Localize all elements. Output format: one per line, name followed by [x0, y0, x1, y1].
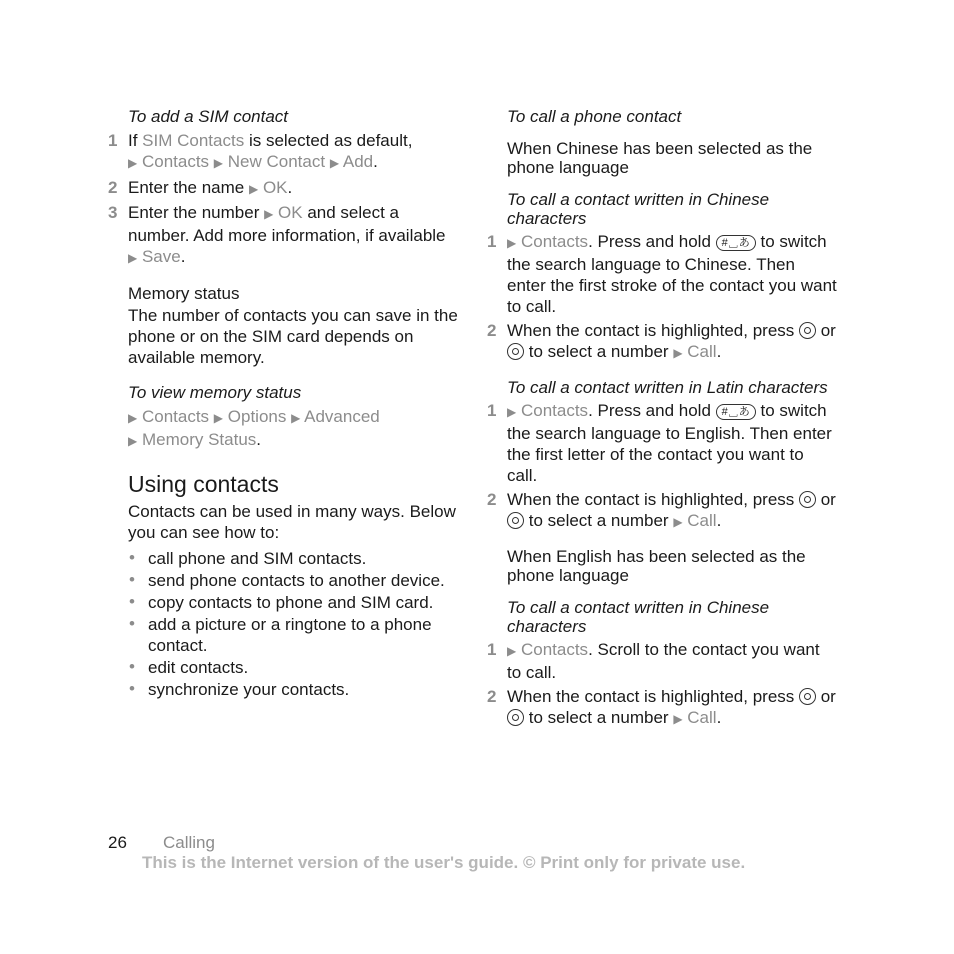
period: . [256, 430, 262, 449]
arrow-icon: ▶ [507, 644, 517, 658]
bullet-icon: • [129, 548, 135, 567]
period: . [180, 247, 186, 266]
step-text: to select a number [524, 708, 674, 727]
bullet-icon: • [129, 657, 135, 676]
english-chinese-chars-heading: To call a contact written in Chinese characters [507, 598, 770, 636]
add-sim-step-3 [108, 202, 458, 269]
step-text: . Scroll to the contact you want to call. [507, 640, 820, 682]
english-language-heading: When English has been selected as the phone language [507, 547, 806, 585]
latin-step-1 [487, 400, 837, 486]
step-number: 2 [487, 321, 497, 340]
step-number: 2 [487, 687, 497, 706]
step-number: 1 [487, 401, 497, 420]
step-text: is selected as default, [244, 131, 413, 150]
step-text: or [816, 490, 836, 509]
arrow-icon: ▶ [128, 251, 138, 265]
step-text: to select a number [524, 511, 674, 530]
nav-left-key-icon [799, 322, 816, 339]
menu-item-ok: OK [278, 203, 303, 222]
arrow-icon: ▶ [128, 156, 138, 170]
menu-item-contacts: Contacts [520, 401, 589, 420]
list-item-text: send phone contacts to another device. [148, 571, 445, 590]
nav-right-key-icon [507, 343, 524, 360]
chinese-language-heading: When Chinese has been selected as the phone language [507, 139, 813, 177]
menu-item-new-contact: New Contact [227, 152, 326, 171]
step-text: to switch the search language to English. Then enter the first letter of the contact you want to call. [507, 401, 832, 485]
step-number: 1 [487, 640, 497, 659]
chinese-step-1 [487, 231, 837, 317]
list-item [128, 548, 458, 569]
bullet-icon: • [129, 570, 135, 589]
hash-key-icon: #␣あ [716, 235, 756, 251]
bullet-icon: • [129, 592, 135, 611]
arrow-icon: ▶ [248, 182, 259, 196]
left-column [108, 104, 458, 700]
step-text: to switch the search language to Chinese. Then enter the first stroke of the contact you want to call. [507, 232, 837, 316]
step-text: If [128, 131, 143, 150]
list-item [128, 657, 458, 678]
right-column [487, 104, 837, 730]
menu-item-sim-contacts: SIM Contacts [142, 131, 245, 150]
latin-chars-heading: To call a contact written in Latin characters [507, 378, 828, 397]
page-number: 26 [108, 833, 127, 852]
step-text: When the contact is highlighted, press [507, 687, 799, 706]
step-text: . Press and hold [588, 232, 716, 251]
memory-status-heading: Memory status [128, 284, 240, 303]
bullet-icon: • [129, 679, 135, 698]
using-contacts-intro: Contacts can be used in many ways. Below you can see how to: [128, 502, 456, 542]
view-memory-heading: To view memory status [128, 383, 302, 402]
list-item [128, 614, 458, 656]
chinese-chars-heading: To call a contact written in Chinese characters [507, 190, 770, 228]
list-item [128, 570, 458, 591]
step-number: 3 [108, 203, 118, 222]
add-sim-step-2 [108, 177, 458, 200]
step-text: or [816, 687, 836, 706]
step-text: to select a number [524, 342, 674, 361]
period: . [287, 178, 293, 197]
latin-step-2 [487, 489, 837, 533]
using-contacts-list [128, 548, 458, 700]
step-text: or [816, 321, 836, 340]
footer-note: This is the Internet version of the user's guide. © Print only for private use. [142, 853, 746, 872]
arrow-icon: ▶ [673, 346, 683, 360]
step-text: Enter the name [128, 178, 249, 197]
menu-item-add: Add [342, 152, 374, 171]
step-number: 1 [108, 131, 118, 150]
step-text: When the contact is highlighted, press [507, 490, 799, 509]
hash-key-icon: #␣あ [716, 404, 756, 420]
period: . [373, 152, 378, 171]
menu-item-memory-status: Memory Status [141, 430, 257, 449]
arrow-icon: ▶ [264, 207, 274, 221]
using-contacts-heading: Using contacts [128, 471, 279, 497]
list-item-text: call phone and SIM contacts. [148, 549, 367, 568]
period: . [716, 708, 722, 727]
arrow-icon: ▶ [673, 515, 683, 529]
step-text: Enter the number [128, 203, 265, 222]
arrow-icon: ▶ [673, 712, 683, 726]
nav-right-key-icon [507, 709, 524, 726]
list-item-text: add a picture or a ringtone to a phone contact. [148, 615, 432, 655]
menu-item-options: Options [227, 407, 287, 426]
arrow-icon: ▶ [507, 236, 517, 250]
add-sim-heading: To add a SIM contact [128, 107, 289, 126]
list-item-text: copy contacts to phone and SIM card. [148, 593, 434, 612]
english-step-2 [487, 686, 837, 730]
arrow-icon: ▶ [507, 405, 517, 419]
step-number: 2 [108, 178, 118, 197]
list-item-text: edit contacts. [148, 658, 249, 677]
period: . [716, 342, 722, 361]
menu-item-call: Call [687, 342, 717, 361]
step-number: 2 [487, 490, 497, 509]
menu-item-contacts: Contacts [520, 232, 589, 251]
arrow-icon: ▶ [329, 156, 340, 170]
list-item-text: synchronize your contacts. [148, 680, 350, 699]
arrow-icon: ▶ [213, 156, 224, 170]
menu-item-save: Save [141, 247, 181, 266]
memory-status-text: The number of contacts you can save in the phone or on the SIM card depends on available memory. [128, 306, 458, 367]
call-phone-contact-heading: To call a phone contact [507, 107, 682, 126]
bullet-icon: • [129, 614, 135, 633]
add-sim-step-1 [108, 130, 458, 174]
nav-right-key-icon [507, 512, 524, 529]
menu-item-contacts: Contacts [141, 407, 210, 426]
menu-item-contacts: Contacts [520, 640, 589, 659]
view-memory-path [128, 406, 458, 452]
chinese-step-2 [487, 320, 837, 364]
menu-item-advanced: Advanced [304, 407, 380, 426]
arrow-icon: ▶ [128, 411, 138, 425]
section-name: Calling [163, 833, 215, 852]
menu-item-call: Call [687, 708, 717, 727]
list-item [128, 592, 458, 613]
step-number: 1 [487, 232, 497, 251]
menu-item-contacts: Contacts [141, 152, 210, 171]
arrow-icon: ▶ [291, 411, 301, 425]
list-item [128, 679, 458, 700]
arrow-icon: ▶ [213, 411, 224, 425]
period: . [716, 511, 722, 530]
nav-left-key-icon [799, 688, 816, 705]
menu-item-ok: OK [262, 178, 288, 197]
step-text: . Press and hold [588, 401, 716, 420]
step-text: When the contact is highlighted, press [507, 321, 799, 340]
arrow-icon: ▶ [128, 434, 138, 448]
menu-item-call: Call [687, 511, 717, 530]
nav-left-key-icon [799, 491, 816, 508]
english-step-1 [487, 639, 837, 683]
step-text: and select a number. Add more information, if available [128, 203, 446, 245]
